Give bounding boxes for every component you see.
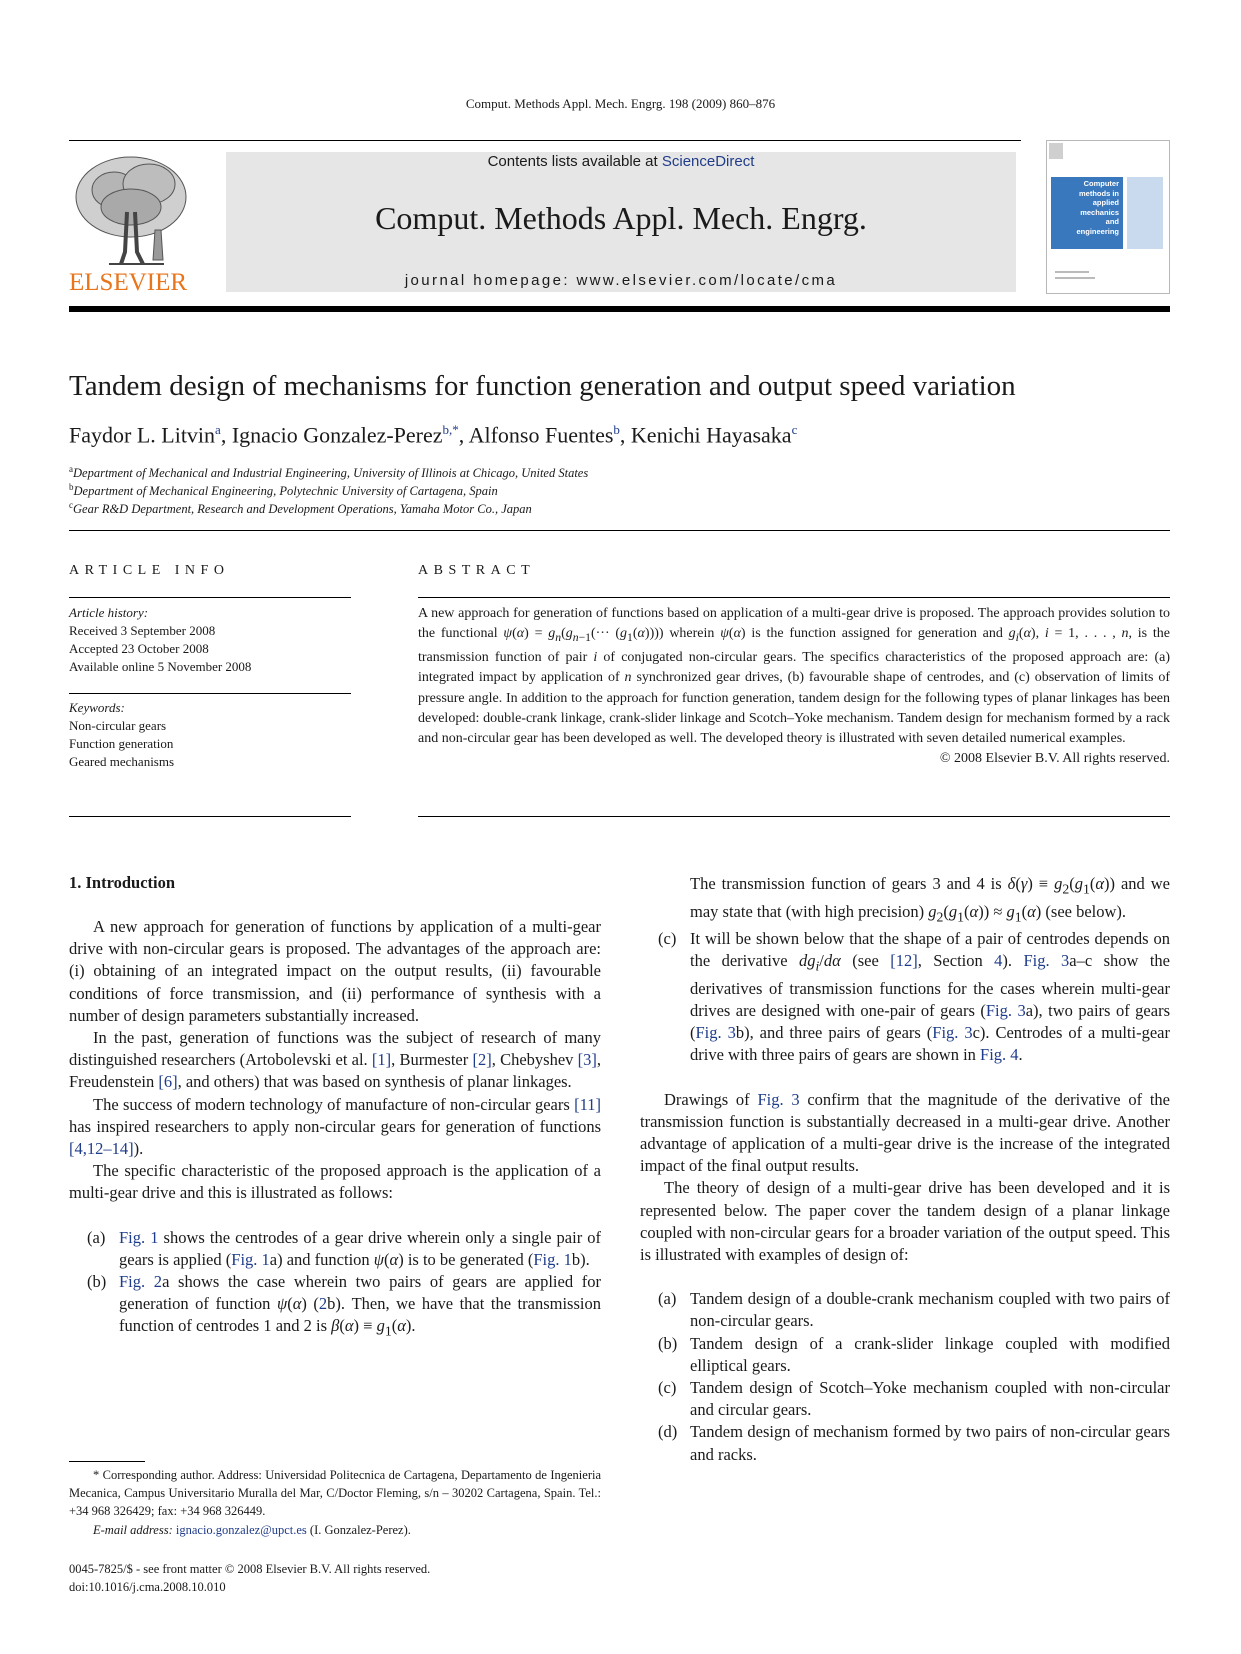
citation-link[interactable]: [6] (158, 1072, 178, 1092)
email-owner: (I. Gonzalez-Perez). (309, 1522, 411, 1537)
abstract-body: A new approach for generation of functions based on application of a multi-gear drive is proposed. The approach provides solution to the functional $\psi(\alpha) = g_n(g_{n-1}(\cdot\cdot\cdot (g_1(\alpha))))$ wherein ψ(α) is the function assigned for generation and $g_i(\alpha)$, i = 1, . . . , n, is the transmission function of pair i of conjugated non-circular gears. The specifics characteristics of the proposed approach are: (a) integrated impact by application of n synchronized gear drives, (b) favourable shape of centrodes, and (c) observation of limits of pressure angle. In addition to the approach for function generation, tandem design for the following types of planar linkages has been developed: double-crank linkage, crank-slider linkage and Scotch–Yoke mechanism. Tandem design for mechanism formed by a rack and non-circular gear has been developed as well. The developed theory is illustrated with seven detailed numerical examples. © 2008 Elsevier B.V. All rights reserved. (418, 604, 1170, 769)
email-link[interactable]: ignacio.gonzalez@upct.es (175, 1522, 307, 1537)
paragraph: A new approach for generation of functions by application of a multi-gear drive with non-circular gears is proposed. The advantages of the approach are: (i) obtaining of an integrated impact on the output results, (ii) favourable conditions of force transmission, and (ii) performance of synthesis with a number of design parameters substantially increased. (69, 917, 601, 1025)
tree-icon (69, 152, 197, 294)
affiliation-text: Department of Mechanical and Industrial Engineering, University of Illinois at Chicago, United States (73, 466, 589, 481)
issn-line: 0045-7825/$ - see front matter © 2008 Elsevier B.V. All rights reserved. (69, 1562, 431, 1576)
figure-link[interactable]: Fig. 3 (757, 1089, 800, 1109)
journal-banner (226, 152, 1016, 292)
keyword[interactable]: Function generation (69, 736, 174, 751)
cover-title-line: mechanics (1080, 207, 1119, 217)
paragraph: The specific characteristic of the proposed approach is the application of a multi-gear drive and this is illustrated as follows: (69, 1161, 601, 1203)
cover-logo-mark (1049, 143, 1063, 159)
email-label: E-mail address: (93, 1522, 173, 1537)
article-info (69, 604, 351, 676)
author-list: Faydor L. Litvin$^a$, Ignacio Gonzalez-Perez$^{b,*}$, Alfonso Fuentes$^b$, Kenichi Hayasaka$^c$ (69, 422, 798, 448)
list-text: Tandem design of a crank-slider linkage coupled with modified elliptical gears. (690, 1333, 1170, 1375)
list-label: (d) (658, 1422, 678, 1442)
citation-link[interactable]: [3] (577, 1050, 597, 1070)
sciencedirect-link[interactable]: ScienceDirect (661, 153, 755, 170)
masthead-rule (69, 306, 1170, 312)
list-label: (c) (658, 1377, 677, 1397)
author-name: Kenichi Hayasaka (630, 422, 792, 448)
affiliation-ref[interactable]: b (613, 422, 620, 437)
cover-imprint-line (1055, 277, 1095, 279)
online-date: Available online 5 November 2008 (69, 659, 252, 674)
figure-link[interactable]: Fig. 3 (695, 1023, 736, 1043)
affiliation-text: Gear R&D Department, Research and Development Operations, Yamaha Motor Co., Japan (73, 502, 532, 517)
section-rule (418, 597, 1170, 598)
logo-wordmark: ELSEVIER (69, 269, 188, 294)
article-info-heading: ARTICLE INFO (69, 563, 230, 578)
paragraph: The success of modern technology of manufacture of non-circular gears [11] has inspired researchers to apply non-circular gears for generation of functions [4,12–14]). (69, 1094, 601, 1159)
keywords-label: Keywords: (69, 700, 125, 715)
paragraph: Drawings of Fig. 3 confirm that the magnitude of the derivative of the transmission function is substantially decreased in a multi-gear drive. Another advantage of application of a multi-gear drive is the increase of the integrated impact of the final output results. (640, 1089, 1171, 1176)
journal-name: Comput. Methods Appl. Mech. Engrg. (375, 200, 867, 236)
figure-link[interactable]: Fig. 3 (1023, 951, 1070, 971)
keyword[interactable]: Geared mechanisms (69, 754, 175, 769)
cover-title-line: applied (1092, 198, 1119, 207)
contents-line (226, 153, 1016, 170)
cover-title-line: and (1105, 217, 1119, 226)
author-name: Ignacio Gonzalez-Perez (231, 422, 443, 448)
affiliation-marker: b (69, 482, 74, 492)
elsevier-logo[interactable] (69, 152, 197, 294)
abstract-heading: ABSTRACT (418, 563, 536, 578)
section-rule (69, 597, 351, 598)
affiliation (69, 482, 498, 499)
section-link[interactable]: 4 (994, 951, 1003, 971)
cover-title-line: engineering (1076, 226, 1119, 236)
cover-side-panel (1127, 177, 1163, 249)
cover-title-block (1051, 177, 1123, 249)
journal-cover-thumbnail[interactable] (1046, 140, 1170, 294)
affiliation (69, 464, 588, 481)
list-label: (a) (658, 1289, 677, 1309)
figure-link[interactable]: Fig. 1 (231, 1249, 270, 1269)
list-item (640, 1333, 1170, 1377)
author-name: Alfonso Fuentes (468, 422, 614, 448)
affiliations-rule (69, 530, 1170, 531)
list-item: (a) Fig. 1 shows the centrodes of a gear drive wherein only a single pair of gears is applied (Fig. 1a) and function ψ(α) is to be generated (Fig. 1b). (87, 1227, 602, 1269)
affiliation-ref[interactable]: a (215, 422, 221, 437)
history-label: Article history: (69, 605, 149, 620)
citation-link[interactable]: [12] (890, 951, 918, 971)
running-head: Comput. Methods Appl. Mech. Engrg. 198 (2009) 860–876 (465, 96, 776, 111)
cover-title-line: Computer (1083, 179, 1119, 188)
cover-imprint-line (1055, 271, 1089, 273)
figure-link[interactable]: Fig. 4 (980, 1045, 1019, 1065)
list-label: (b) (658, 1333, 678, 1353)
paragraph: The theory of design of a multi-gear drive has been developed and it is represented below. The paper cover the tandem design of a planar linkage coupled with non-circular gears for a broader variation of the output speed. This is illustrated with examples of design of: (640, 1178, 1170, 1264)
list-text: Tandem design of a double-crank mechanism coupled with two pairs of non-circular gears. (690, 1289, 1170, 1331)
footnote-marker: * (93, 1468, 100, 1482)
cover-title-line: methods in (1078, 188, 1119, 198)
list-item (640, 1421, 1170, 1465)
accepted-date: Accepted 23 October 2008 (69, 641, 209, 656)
figure-link[interactable]: Fig. 1 (119, 1227, 159, 1247)
front-matter-notes (69, 1560, 430, 1596)
citation-link[interactable]: [1] (371, 1050, 392, 1070)
figure-link[interactable]: Fig. 3 (985, 1000, 1026, 1020)
affiliation-marker: a (69, 464, 73, 474)
doi-line: doi:10.1016/j.cma.2008.10.010 (69, 1580, 226, 1594)
paragraph: In the past, generation of functions was the subject of research of many distinguished researchers (Artobolevski et al. [1], Burmester [2], Chebyshev [3], Freudenstein [6], and others) that was based on synthesis of planar linkages. (69, 1028, 602, 1092)
list-item: (c) It will be shown below that the shape of a pair of centrodes depends on the derivative $dg_i/d\alpha$ (see [12], Section 4). Fig. 3a–c show the derivatives of transmission functions for the cases wherein multi-gear drives are designed with one-pair of gears (Fig. 3a), two pairs of gears (Fig. 3b), and three pairs of gears (Fig. 3c). Centrodes of a multi-gear drive with three pairs of gears are shown in Fig. 4. (658, 929, 1171, 1065)
list-item: (b) Fig. 2a shows the case wherein two pairs of gears are applied for generation of function ψ(α) (2b). Then, we have that the transmission function of centrodes 1 and 2 is $\beta(\alpha) \equiv g_1(\alpha)$. (87, 1272, 601, 1339)
article-title: Tandem design of mechanisms for function generation and output speed variation (69, 370, 1016, 402)
affiliation-marker: c (69, 500, 73, 510)
footnote-rule (69, 1461, 145, 1462)
list-item (640, 1288, 1170, 1332)
keyword[interactable]: Non-circular gears (69, 718, 167, 733)
citation-link[interactable]: [4,12–14] (69, 1139, 134, 1159)
citation-link[interactable]: [2] (472, 1050, 492, 1070)
list-item-continuation: The transmission function of gears 3 and 4 is $\delta(\gamma) \equiv g_2(g_1(\alpha))$ and we may state that (with high precision) $g_2(g_1(\alpha)) \approx g_1(\alpha)$ (see below). (690, 874, 1170, 924)
right-column (640, 873, 1170, 1466)
figure-link[interactable]: Fig. 1 (533, 1249, 572, 1269)
figure-link[interactable]: 2 (318, 1294, 328, 1314)
footnote (69, 1466, 601, 1539)
figure-link[interactable]: Fig. 3 (932, 1023, 973, 1043)
section-rule (69, 693, 351, 694)
list-item (640, 1377, 1170, 1421)
affiliation-ref[interactable]: c (791, 422, 798, 437)
list-text: Tandem design of mechanism formed by two pairs of non-circular gears and racks. (690, 1422, 1170, 1464)
citation-link[interactable]: [11] (574, 1094, 601, 1114)
contents-prefix: Contents lists available at (487, 153, 662, 170)
section-rule (69, 816, 351, 817)
header-rule (69, 140, 1021, 141)
received-date: Received 3 September 2008 (69, 623, 216, 638)
affiliation-ref[interactable]: b,* (442, 422, 459, 437)
affiliation (69, 500, 532, 517)
section-heading: 1. Introduction (69, 873, 176, 892)
affiliation-text: Department of Mechanical Engineering, Polytechnic University of Cartagena, Spain (73, 484, 498, 499)
author-name: Faydor L. Litvin (69, 422, 216, 448)
journal-homepage-link[interactable]: journal homepage: www.elsevier.com/locate/cma (404, 272, 838, 289)
figure-link[interactable]: Fig. 2 (119, 1272, 163, 1292)
keywords-box (69, 699, 351, 771)
footnote-text: Corresponding author. Address: Universidad Politecnica de Cartagena, Departamento de Ingenieria Mecanica, Campus Universitario Muralla del Mar, C/Doctor Fleming, s/n – 30202 Cartagena, Spain. Tel.: +34 968 326429; fax: +34 968 326449. (69, 1468, 602, 1519)
section-rule (418, 816, 1170, 817)
abstract-copyright: © 2008 Elsevier B.V. All rights reserved. (939, 751, 1170, 767)
left-column (69, 916, 601, 1343)
list-text: Tandem design of Scotch–Yoke mechanism coupled with non-circular and circular gears. (690, 1377, 1170, 1420)
